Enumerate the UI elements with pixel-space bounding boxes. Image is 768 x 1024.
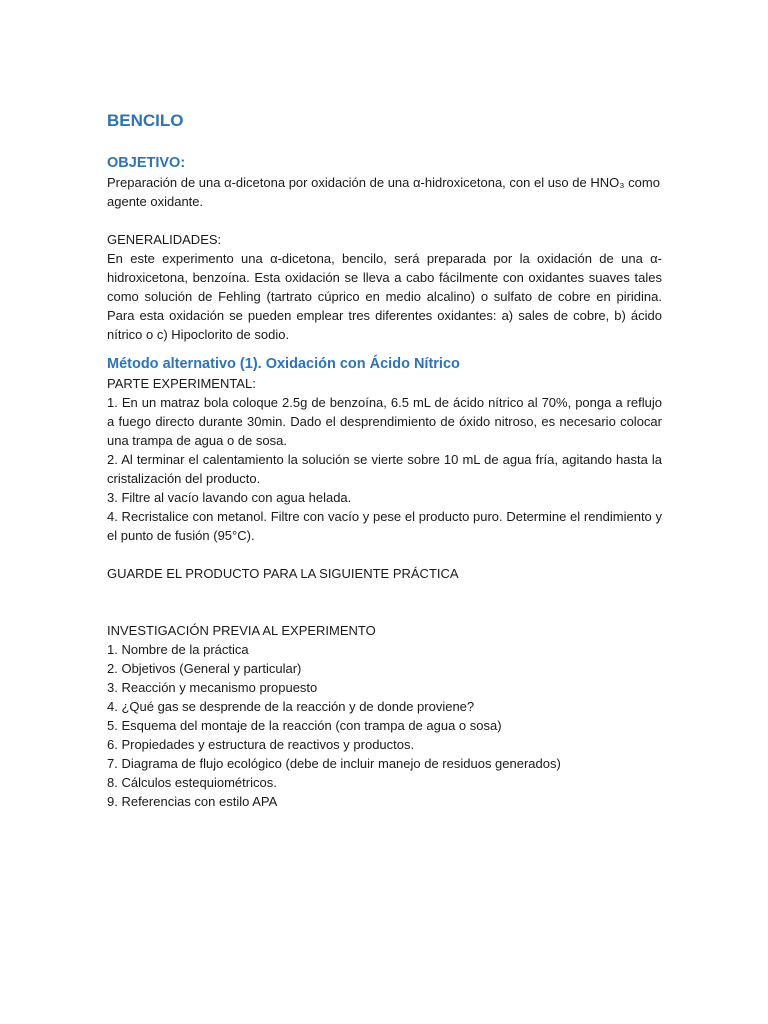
list-item: 5. Esquema del montaje de la reacción (con trampa de agua o sosa) — [107, 718, 502, 733]
experimental-step: 3. Filtre al vacío lavando con agua helada. — [107, 490, 352, 505]
spacer — [107, 545, 662, 564]
document-title: BENCILO — [107, 111, 184, 130]
list-item: 1. Nombre de la práctica — [107, 642, 249, 657]
spacer — [107, 583, 662, 621]
investigacion-list — [107, 640, 662, 811]
list-item: 6. Propiedades y estructura de reactivos y productos. — [107, 737, 415, 752]
experimental-step: 2. Al terminar el calentamiento la solución se vierte sobre 10 mL de agua fría, agitando hasta la cristalización del producto. — [107, 452, 662, 486]
generalidades-heading: GENERALIDADES: — [107, 232, 222, 247]
experimental-steps-list — [107, 393, 662, 545]
list-item: 2. Objetivos (General y particular) — [107, 661, 302, 676]
spacer — [107, 344, 662, 354]
parte-experimental-heading: PARTE EXPERIMENTAL: — [107, 376, 256, 391]
experimental-step: 4. Recristalice con metanol. Filtre con vacío y pese el producto puro. Determine el rendimiento y el punto de fusión (95°C). — [107, 509, 662, 543]
spacer — [107, 134, 662, 153]
guarde-notice: GUARDE EL PRODUCTO PARA LA SIGUIENTE PRÁCTICA — [107, 566, 459, 581]
list-item: 4. ¿Qué gas se desprende de la reacción y de donde proviene? — [107, 699, 475, 714]
generalidades-text: En este experimento una α-dicetona, bencilo, será preparada por la oxidación de una α-hidroxicetona, benzoína. Esta oxidación se lleva a cabo fácilmente con oxidantes suaves tales como solución de Fehling (tartrato cúprico en medio alcalino) o sulfato de cobre en piridina. Para esta oxidación se pueden emplear tres diferentes oxidantes: a) sales de cobre, b) ácido nítrico o c) Hipoclorito de sodio. — [107, 251, 662, 342]
list-item: 3. Reacción y mecanismo propuesto — [107, 680, 318, 695]
metodo-heading: Método alternativo (1). Oxidación con Ácido Nítrico — [107, 356, 460, 372]
list-item: 8. Cálculos estequiométricos. — [107, 775, 277, 790]
list-item: 9. Referencias con estilo APA — [107, 794, 278, 809]
experimental-step: 1. En un matraz bola coloque 2.5g de benzoína, 6.5 mL de ácido nítrico al 70%, ponga a reflujo a fuego directo durante 30min. Dado el desprendimiento de óxido nitroso, es necesario colocar una trampa de agua o de sosa. — [107, 395, 662, 448]
list-item: 7. Diagrama de flujo ecológico (debe de incluir manejo de residuos generados) — [107, 756, 561, 771]
investigacion-heading: INVESTIGACIÓN PREVIA AL EXPERIMENTO — [107, 623, 376, 638]
document-page — [107, 108, 662, 811]
objetivo-heading: OBJETIVO: — [107, 155, 186, 171]
objetivo-text: Preparación de una α-dicetona por oxidación de una α-hidroxicetona, con el uso de HNO₃ como agente oxidante. — [107, 175, 660, 209]
spacer — [107, 211, 662, 230]
